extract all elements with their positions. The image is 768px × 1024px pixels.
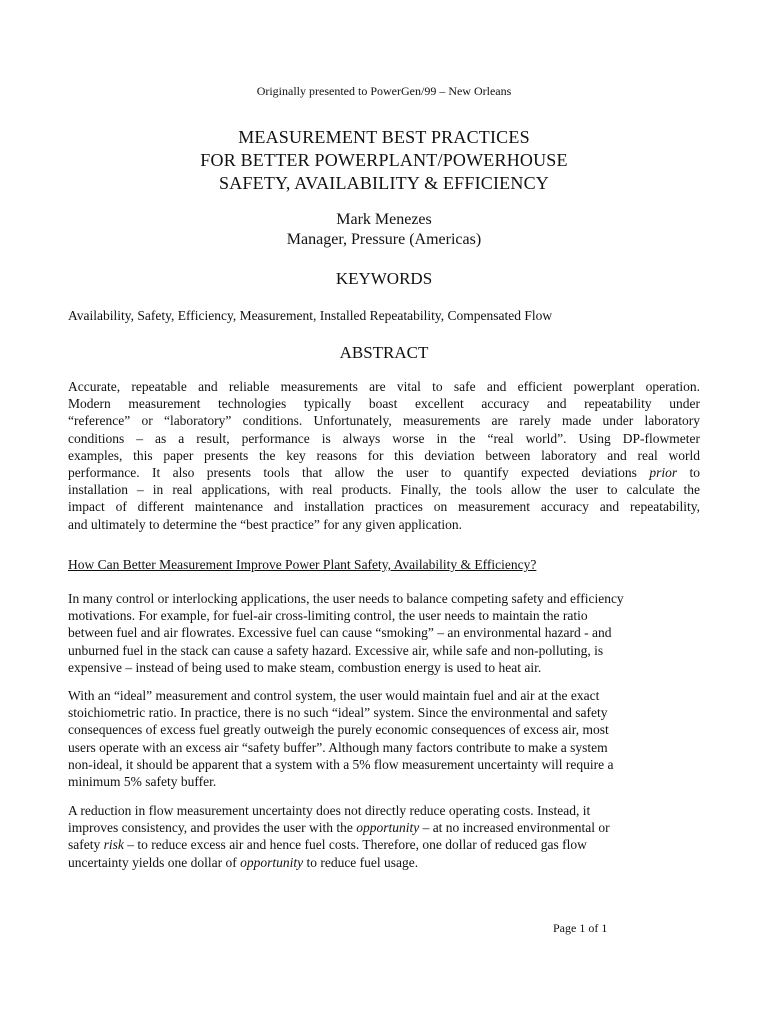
body-text: – to reduce excess air and hence fuel costs. Therefore, one dollar of reduced gas flow — [123, 837, 587, 853]
abstract-line: Accurate, repeatable and reliable measurements are vital to safe and efficient powerplant operation. — [68, 379, 700, 394]
body-line: unburned fuel in the stack can cause a safety hazard. Excessive air, while safe and non-polluting, is — [68, 642, 604, 658]
title-line-2: FOR BETTER POWERPLANT/POWERHOUSE — [200, 150, 568, 170]
body-line: motivations. For example, for fuel-air cross-limiting control, the user needs to maintain the ratio — [68, 608, 588, 624]
abstract-line: Modern measurement technologies typically boast excellent accuracy and repeatability under — [68, 396, 700, 412]
abstract-paragraph — [68, 378, 700, 533]
abstract-line-text: performance. It also presents tools that allow the user to quantify expected deviations — [68, 465, 650, 481]
emphasis-risk: risk — [103, 837, 124, 853]
body-line — [68, 819, 700, 836]
body-line: consequences of excess fuel greatly outweigh the purely economic consequences of excess air, most — [68, 722, 609, 738]
title-line-1: MEASUREMENT BEST PRACTICES — [238, 127, 530, 147]
body-paragraph-2 — [68, 687, 700, 790]
abstract-line-tail: to — [677, 465, 700, 481]
body-text: – at no increased environmental or — [419, 820, 610, 836]
body-line — [68, 836, 700, 853]
page-number: Page 1 of 1 — [553, 921, 608, 935]
abstract-line: and ultimately to determine the “best practice” for any given application. — [68, 516, 462, 532]
abstract-line: installation – in real applications, with real products. Finally, the tools allow the user to calculate the — [68, 482, 700, 498]
body-text: to reduce fuel usage. — [303, 854, 419, 870]
abstract-line: conditions – as a result, performance is always worse in the “real world”. Using DP-flowmeter — [68, 430, 700, 446]
body-line: expensive – instead of being used to make steam, combustion energy is used to heat air. — [68, 659, 542, 675]
body-text: uncertainty yields one dollar of — [68, 854, 241, 870]
emphasis-opportunity: opportunity — [240, 854, 304, 870]
abstract-line: examples, this paper presents the key reasons for this deviation between laboratory and real world — [68, 447, 700, 463]
body-text: safety — [68, 837, 104, 853]
keywords-text: Availability, Safety, Efficiency, Measurement, Installed Repeatability, Compensated Flow — [68, 308, 553, 323]
body-line: A reduction in flow measurement uncertainty does not directly reduce operating costs. Instead, it — [68, 803, 591, 818]
body-line: In many control or interlocking applications, the user needs to balance competing safety and efficiency — [68, 591, 624, 606]
author-role: Manager, Pressure (Americas) — [286, 231, 482, 248]
emphasis-opportunity: opportunity — [356, 820, 420, 836]
body-text: improves consistency, and provides the user with the — [68, 820, 357, 836]
body-line: minimum 5% safety buffer. — [68, 774, 217, 790]
section-heading: How Can Better Measurement Improve Power Plant Safety, Availability & Efficiency? — [68, 557, 537, 572]
body-paragraph-1 — [68, 590, 700, 676]
presentation-note: Originally presented to PowerGen/99 – New Orleans — [256, 84, 512, 98]
body-line: With an “ideal” measurement and control system, the user would maintain fuel and air at the exact — [68, 688, 600, 703]
body-line: between fuel and air flowrates. Excessive fuel can cause “smoking” – an environmental hazard - and — [68, 625, 612, 641]
abstract-heading: ABSTRACT — [339, 343, 429, 362]
abstract-line: “reference” or “laboratory” conditions. Unfortunately, measurements are rarely made under laboratory — [68, 413, 700, 429]
abstract-line — [68, 464, 700, 481]
body-line: non-ideal, it should be apparent that a system with a 5% flow measurement uncertainty will require a — [68, 756, 614, 772]
keywords-heading: KEYWORDS — [335, 269, 433, 288]
body-paragraph-3 — [68, 802, 700, 871]
body-line: stoichiometric ratio. In practice, there is no such “ideal” system. Since the environmental and safety — [68, 705, 608, 721]
body-line — [68, 854, 700, 871]
abstract-line: impact of different maintenance and installation practices on measurement accuracy and repeatability, — [68, 499, 700, 515]
author-name: Mark Menezes — [336, 211, 432, 228]
title-line-3: SAFETY, AVAILABILITY & EFFICIENCY — [219, 173, 549, 193]
emphasis-prior: prior — [649, 465, 678, 481]
body-line: users operate with an excess air “safety buffer”. Although many factors contribute to make a system — [68, 739, 608, 755]
